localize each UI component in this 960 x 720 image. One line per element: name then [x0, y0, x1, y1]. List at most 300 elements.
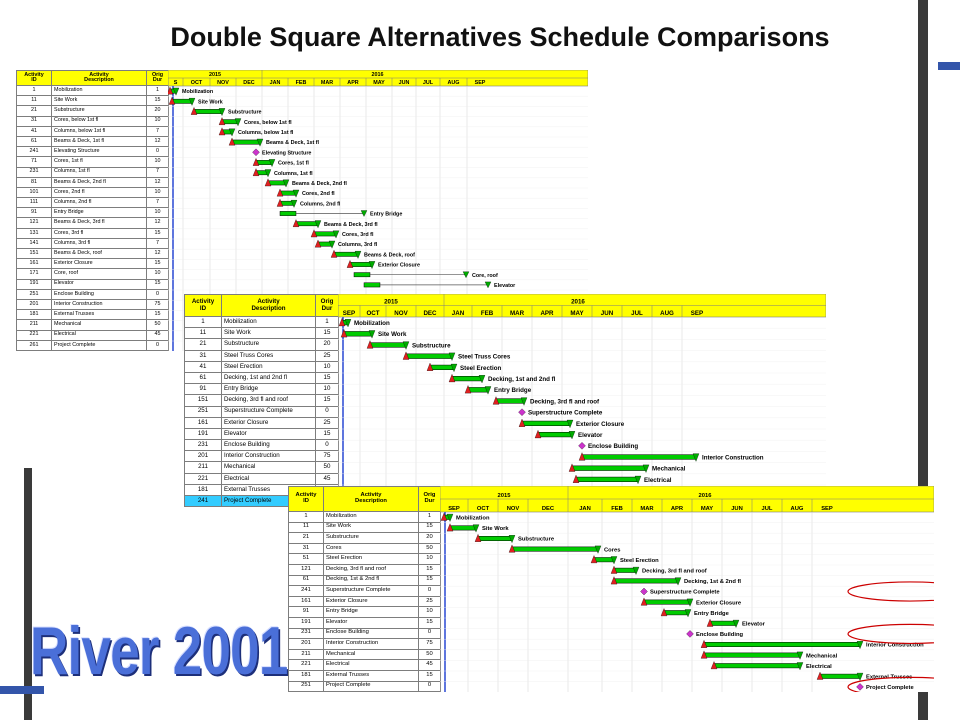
activity-bar-label: Mechanical — [806, 653, 838, 660]
activity-id-cell: 1 — [185, 317, 222, 328]
activity-bar-label: Exterior Closure — [696, 600, 742, 607]
activity-id-cell: 161 — [185, 417, 222, 428]
activity-bar-label: Decking, 1st and 2nd fl — [488, 375, 556, 383]
activity-bar-label: Project Complete — [866, 685, 914, 692]
activity-id-cell: 121 — [17, 218, 52, 228]
orig-dur-cell: 7 — [147, 126, 169, 136]
month-label: OCT — [476, 506, 490, 512]
table-row — [289, 512, 441, 523]
table-row — [185, 451, 339, 462]
activity-id-cell: 201 — [17, 299, 52, 309]
schedule-2-gantt-chart — [338, 294, 826, 507]
orig-dur-cell: 20 — [147, 106, 169, 116]
orig-dur-cell: 10 — [316, 361, 339, 372]
orig-dur-cell: 15 — [316, 428, 339, 439]
activity-id-cell: 231 — [289, 628, 324, 639]
table-row — [17, 136, 169, 146]
table-row — [17, 96, 169, 106]
milestone-diamond — [641, 588, 648, 595]
month-label: DEC — [243, 80, 255, 86]
activity-description-cell: Steel Erection — [324, 554, 419, 565]
table-row — [289, 628, 441, 639]
month-label: DEC — [423, 310, 437, 317]
table-row — [17, 238, 169, 248]
activity-bar-label: Exterior Closure — [378, 262, 420, 269]
activity-id-cell: 31 — [289, 543, 324, 554]
orig-dur-cell: 15 — [147, 259, 169, 269]
activity-description-cell: Cores, 1st fl — [52, 157, 147, 167]
orig-dur-cell: 1 — [316, 317, 339, 328]
activity-description-cell: Mechanical — [324, 649, 419, 660]
month-label: FEB — [611, 506, 623, 512]
activity-description-cell: Mechanical — [52, 320, 147, 330]
orig-dur-cell: 10 — [147, 187, 169, 197]
activity-bar — [268, 181, 286, 185]
activity-id-header — [289, 487, 324, 512]
month-label: JAN — [269, 80, 281, 86]
milestone-diamond — [687, 630, 694, 637]
slide-title: Double Square Alternatives Schedule Comparisons — [170, 22, 830, 52]
activity-bar-label: Cores, 2nd fl — [302, 191, 335, 198]
milestone-diamond — [579, 442, 586, 449]
activity-id-cell: 221 — [185, 473, 222, 484]
orig-dur-cell: 10 — [316, 384, 339, 395]
activity-description-cell: Columns, below 1st fl — [52, 126, 147, 136]
table-row — [185, 384, 339, 395]
activity-id-header — [185, 295, 222, 317]
month-label: MAY — [700, 506, 714, 512]
table-row — [17, 198, 169, 208]
activity-bar-label: Steel Erection — [460, 364, 502, 372]
activity-id-cell: 251 — [289, 681, 324, 692]
activity-description-cell: Elevator — [324, 617, 419, 628]
activity-id-cell: 91 — [289, 607, 324, 618]
activity-description-cell: Project Complete — [222, 496, 316, 507]
activity-bar — [344, 331, 372, 336]
month-label: SEP — [690, 310, 704, 317]
activity-id-cell: 31 — [185, 350, 222, 361]
activity-bar-label: Entry Bridge — [494, 387, 532, 395]
activity-bar-label: Core, roof — [472, 272, 498, 279]
activity-description-cell: External Trusses — [222, 484, 316, 495]
year-label: 2016 — [371, 72, 384, 78]
activity-description-cell: Cores, 3rd fl — [52, 228, 147, 238]
table-row — [17, 157, 169, 167]
activity-bar — [364, 283, 380, 287]
table-row — [17, 259, 169, 269]
activity-bar-label: Enclose Building — [588, 443, 639, 451]
orig-dur-cell: 7 — [147, 198, 169, 208]
activity-description-cell: Substructure — [52, 106, 147, 116]
activity-bar-label: Columns, below 1st fl — [238, 129, 294, 136]
orig-dur-header — [316, 295, 339, 317]
orig-dur-cell: 45 — [419, 660, 441, 671]
year-label: 2015 — [209, 72, 221, 78]
activity-bar-label: Interior Construction — [702, 454, 764, 462]
activity-description-cell: Project Complete — [52, 340, 147, 350]
activity-bar — [710, 621, 736, 625]
year-label: 2015 — [497, 493, 511, 499]
month-label: APR — [347, 80, 359, 86]
activity-id-cell: 31 — [17, 116, 52, 126]
table-row — [17, 228, 169, 238]
activity-bar — [594, 557, 614, 561]
table-row — [289, 522, 441, 533]
activity-description-cell: Beams & Deck, 2nd fl — [52, 177, 147, 187]
activity-id-cell: 241 — [289, 586, 324, 597]
orig-dur-cell: 0 — [147, 340, 169, 350]
activity-bar-label: Elevating Structure — [262, 150, 312, 157]
schedule-1-activity-table — [16, 70, 169, 351]
activity-id-cell: 201 — [185, 451, 222, 462]
activity-bar — [704, 653, 800, 657]
activity-bar-label: Beams & Deck, 2nd fl — [292, 180, 347, 187]
activity-bar — [406, 354, 452, 359]
table-row — [185, 361, 339, 372]
activity-bar — [370, 343, 406, 348]
orig-dur-cell: 10 — [147, 157, 169, 167]
activity-bar — [452, 376, 482, 381]
table-row — [185, 473, 339, 484]
month-label: JUL — [761, 506, 773, 512]
header-line-2: ID — [199, 304, 207, 312]
activity-description-cell: Superstructure Complete — [222, 406, 316, 417]
activity-bar — [232, 140, 260, 144]
table-row — [185, 428, 339, 439]
year-label: 2016 — [698, 493, 712, 499]
table-row — [289, 575, 441, 586]
activity-id-cell: 211 — [289, 649, 324, 660]
activity-id-cell: 241 — [185, 496, 222, 507]
table-row — [289, 596, 441, 607]
red-highlight-ellipse — [848, 582, 934, 601]
activity-description-cell: Substructure — [324, 533, 419, 544]
month-label: AUG — [790, 506, 804, 512]
activity-id-cell: 251 — [17, 289, 52, 299]
activity-id-cell: 231 — [17, 167, 52, 177]
orig-dur-cell: 0 — [419, 586, 441, 597]
activity-description-cell: Interior Construction — [222, 451, 316, 462]
activity-bar — [572, 466, 646, 471]
orig-dur-cell: 15 — [419, 617, 441, 628]
table-row — [17, 147, 169, 157]
orig-dur-cell: 0 — [419, 681, 441, 692]
activity-description-cell: Elevator — [52, 279, 147, 289]
month-label: S — [173, 80, 178, 86]
orig-dur-cell: 15 — [419, 575, 441, 586]
month-label: MAY — [373, 80, 385, 86]
activity-id-cell: 151 — [185, 395, 222, 406]
activity-bar-label: Beams & Deck, 3rd fl — [324, 221, 378, 228]
orig-dur-cell: 15 — [316, 328, 339, 339]
orig-dur-cell: 10 — [147, 208, 169, 218]
activity-bar-label: Cores, 1st fl — [278, 160, 309, 167]
activity-id-cell: 211 — [185, 462, 222, 473]
orig-dur-cell: 0 — [316, 440, 339, 451]
month-label: APR — [670, 506, 684, 512]
orig-dur-cell: 15 — [147, 228, 169, 238]
orig-dur-cell: 75 — [419, 639, 441, 650]
activity-bar — [582, 455, 696, 460]
orig-dur-cell: 10 — [147, 269, 169, 279]
table-header-row — [185, 295, 339, 317]
table-row — [185, 440, 339, 451]
activity-bar-label: Superstructure Complete — [528, 409, 603, 417]
activity-bar-label: Columns, 2nd fl — [300, 201, 341, 208]
schedule-3-panel — [288, 486, 934, 692]
activity-id-cell: 131 — [17, 228, 52, 238]
activity-bar-label: Elevator — [742, 621, 765, 628]
table-row — [185, 339, 339, 350]
activity-bar-label: Decking, 3rd fl and roof — [642, 568, 707, 575]
year-label: 2016 — [571, 298, 585, 306]
header-line-1: Activity — [295, 492, 317, 499]
activity-bar-label: Steel Erection — [620, 557, 659, 564]
activity-id-cell: 41 — [185, 361, 222, 372]
table-row — [17, 177, 169, 187]
activity-description-cell: Cores, below 1st fl — [52, 116, 147, 126]
activity-bar — [496, 399, 524, 404]
activity-id-cell: 21 — [289, 533, 324, 544]
activity-description-cell: Electrical — [324, 660, 419, 671]
activity-id-cell: 161 — [289, 596, 324, 607]
table-row — [289, 681, 441, 692]
activity-description-cell: Mobilization — [52, 86, 147, 96]
activity-bar — [522, 421, 570, 426]
header-line-2: Dur — [424, 498, 435, 504]
activity-bar-label: Electrical — [806, 663, 832, 670]
table-row — [289, 670, 441, 681]
activity-description-cell: Entry Bridge — [52, 208, 147, 218]
table-row — [17, 330, 169, 340]
activity-description-header — [324, 487, 419, 512]
activity-bar-label: Columns, 1st fl — [274, 170, 313, 177]
activity-bar — [280, 211, 296, 215]
activity-description-cell: Beams & Deck, 1st fl — [52, 136, 147, 146]
month-label: DEC — [541, 506, 555, 512]
orig-dur-cell: 50 — [147, 320, 169, 330]
activity-description-cell: Elevator — [222, 428, 316, 439]
activity-id-cell: 91 — [185, 384, 222, 395]
table-row — [185, 462, 339, 473]
orig-dur-header — [419, 487, 441, 512]
river-2001-watermark: River 2001 — [30, 613, 288, 689]
activity-bar — [664, 610, 688, 614]
activity-id-cell: 221 — [17, 330, 52, 340]
activity-id-cell: 61 — [17, 136, 52, 146]
activity-id-cell: 171 — [17, 269, 52, 279]
activity-bar-label: Beams & Deck, 1st fl — [266, 140, 320, 147]
activity-description-cell: Mechanical — [222, 462, 316, 473]
table-row — [185, 328, 339, 339]
header-line-2: ID — [31, 77, 37, 83]
activity-description-cell: Superstructure Complete — [324, 586, 419, 597]
activity-bar — [644, 600, 690, 604]
orig-dur-cell: 50 — [316, 462, 339, 473]
table-row — [289, 607, 441, 618]
month-label: SEP — [342, 310, 356, 317]
table-row — [289, 543, 441, 554]
orig-dur-cell: 15 — [419, 670, 441, 681]
activity-description-cell: Decking, 1st and 2nd fl — [222, 372, 316, 383]
orig-dur-cell: 50 — [419, 543, 441, 554]
activity-bar — [172, 99, 192, 103]
header-line-2: Dur — [321, 304, 333, 312]
header-line-1: Activity — [191, 298, 215, 306]
activity-description-cell: Exterior Closure — [52, 259, 147, 269]
month-label: JUL — [631, 310, 643, 317]
activity-id-cell: 181 — [185, 484, 222, 495]
header-line-1: Activity — [257, 298, 280, 306]
activity-id-cell: 241 — [17, 147, 52, 157]
activity-description-cell: External Trusses — [52, 310, 147, 320]
table-header-row — [289, 487, 441, 512]
activity-bar — [820, 674, 860, 678]
activity-bar — [576, 477, 638, 482]
orig-dur-cell: 0 — [316, 406, 339, 417]
activity-id-cell: 211 — [17, 320, 52, 330]
activity-bar-label: Decking, 3rd fl and roof — [530, 398, 600, 406]
activity-description-cell: Site Work — [324, 522, 419, 533]
month-label: SEP — [448, 506, 460, 512]
header-line-1: Orig — [151, 71, 164, 78]
activity-bar-label: Mechanical — [652, 465, 686, 473]
orig-dur-cell: 45 — [316, 473, 339, 484]
activity-description-cell: Decking, 3rd fl and roof — [222, 395, 316, 406]
activity-description-cell: Columns, 3rd fl — [52, 238, 147, 248]
month-label: JAN — [579, 506, 591, 512]
activity-bar-label: Elevator — [494, 282, 516, 289]
activity-bar-label: Substructure — [518, 536, 555, 543]
activity-bar-label: Cores, 3rd fl — [342, 231, 374, 238]
month-label: MAY — [570, 310, 584, 317]
orig-dur-cell: 50 — [419, 649, 441, 660]
activity-description-cell: Entry Bridge — [324, 607, 419, 618]
activity-description-cell: Entry Bridge — [222, 384, 316, 395]
activity-id-header — [17, 71, 52, 86]
activity-description-cell: Enclose Building — [324, 628, 419, 639]
table-header-row — [17, 71, 169, 86]
header-line-1: Activity — [360, 492, 382, 499]
activity-description-cell: Core, roof — [52, 269, 147, 279]
header-line-1: Activity — [24, 71, 44, 78]
header-line-1: Orig — [320, 298, 334, 306]
activity-description-cell: Project Complete — [324, 681, 419, 692]
activity-description-cell: External Trusses — [324, 670, 419, 681]
activity-bar — [614, 568, 636, 572]
table-row — [289, 554, 441, 565]
activity-description-cell: Interior Construction — [324, 639, 419, 650]
activity-bar-label: Entry Bridge — [370, 211, 403, 218]
orig-dur-cell: 20 — [419, 533, 441, 544]
activity-bar-label: Mobilization — [182, 89, 214, 96]
activity-id-cell: 201 — [289, 639, 324, 650]
activity-bar-label: External Trusses — [866, 674, 913, 681]
orig-dur-cell: 0 — [419, 628, 441, 639]
activity-bar — [512, 547, 598, 551]
activity-bar — [468, 387, 488, 392]
activity-description-cell: Electrical — [222, 473, 316, 484]
activity-bar — [538, 432, 572, 437]
table-row — [17, 279, 169, 289]
gantt-svg — [440, 486, 934, 692]
orig-dur-cell: 10 — [147, 116, 169, 126]
activity-bar-label: Mobilization — [354, 319, 390, 327]
orig-dur-cell: 25 — [316, 350, 339, 361]
activity-bar-label: Steel Truss Cores — [458, 353, 511, 361]
month-label: JAN — [451, 310, 465, 317]
table-row — [289, 649, 441, 660]
activity-description-cell: Enclose Building — [52, 289, 147, 299]
table-row — [17, 320, 169, 330]
activity-bar — [450, 526, 476, 530]
activity-bar-label: Cores — [604, 547, 621, 554]
top-blue-accent-bar — [938, 62, 960, 70]
activity-id-cell: 261 — [17, 340, 52, 350]
activity-description-cell: Mobilization — [222, 317, 316, 328]
activity-description-cell: Steel Erection — [222, 361, 316, 372]
month-label: SEP — [474, 80, 486, 86]
orig-dur-header — [147, 71, 169, 86]
orig-dur-cell: 0 — [147, 289, 169, 299]
table-row — [17, 126, 169, 136]
activity-bar-label: Site Work — [482, 526, 509, 533]
activity-id-cell: 191 — [17, 279, 52, 289]
month-label: OCT — [190, 80, 203, 86]
table-row — [17, 86, 169, 96]
activity-description-cell: Steel Truss Cores — [222, 350, 316, 361]
table-row — [17, 208, 169, 218]
orig-dur-cell: 15 — [316, 395, 339, 406]
header-line-2: Description — [355, 498, 387, 504]
activity-bar-label: Exterior Closure — [576, 420, 625, 428]
activity-description-cell: Columns, 1st fl — [52, 167, 147, 177]
month-label: JUN — [731, 506, 743, 512]
table-row — [289, 586, 441, 597]
activity-description-cell: Site Work — [222, 328, 316, 339]
milestone-diamond — [519, 409, 526, 416]
table-row — [17, 106, 169, 116]
orig-dur-cell: 7 — [147, 167, 169, 177]
table-row — [289, 639, 441, 650]
activity-bar-label: Decking, 1st & 2nd fl — [684, 579, 742, 586]
activity-bar-label: Columns, 3rd fl — [338, 242, 378, 249]
orig-dur-cell: 75 — [147, 299, 169, 309]
gantt-svg — [338, 294, 826, 507]
activity-id-cell: 91 — [17, 208, 52, 218]
activity-bar — [430, 365, 454, 370]
activity-bar — [194, 109, 222, 113]
month-label: AUG — [447, 80, 460, 86]
activity-bar-label: Substructure — [228, 109, 262, 116]
activity-description-cell: Exterior Closure — [324, 596, 419, 607]
activity-description-cell: Interior Construction — [52, 299, 147, 309]
activity-id-cell: 111 — [17, 198, 52, 208]
month-label: AUG — [660, 310, 674, 317]
schedule-3-activity-table — [288, 486, 441, 692]
orig-dur-cell: 10 — [419, 607, 441, 618]
activity-bar-label: Elevator — [578, 431, 603, 439]
activity-bar-label: Entry Bridge — [694, 610, 729, 617]
activity-description-cell: Decking, 1st & 2nd fl — [324, 575, 419, 586]
month-label: NOV — [506, 506, 520, 512]
activity-id-cell: 11 — [289, 522, 324, 533]
orig-dur-cell: 12 — [147, 177, 169, 187]
activity-description-cell: Beams & Deck, 3rd fl — [52, 218, 147, 228]
activity-id-cell: 11 — [185, 328, 222, 339]
table-row — [17, 299, 169, 309]
orig-dur-cell: 45 — [147, 330, 169, 340]
